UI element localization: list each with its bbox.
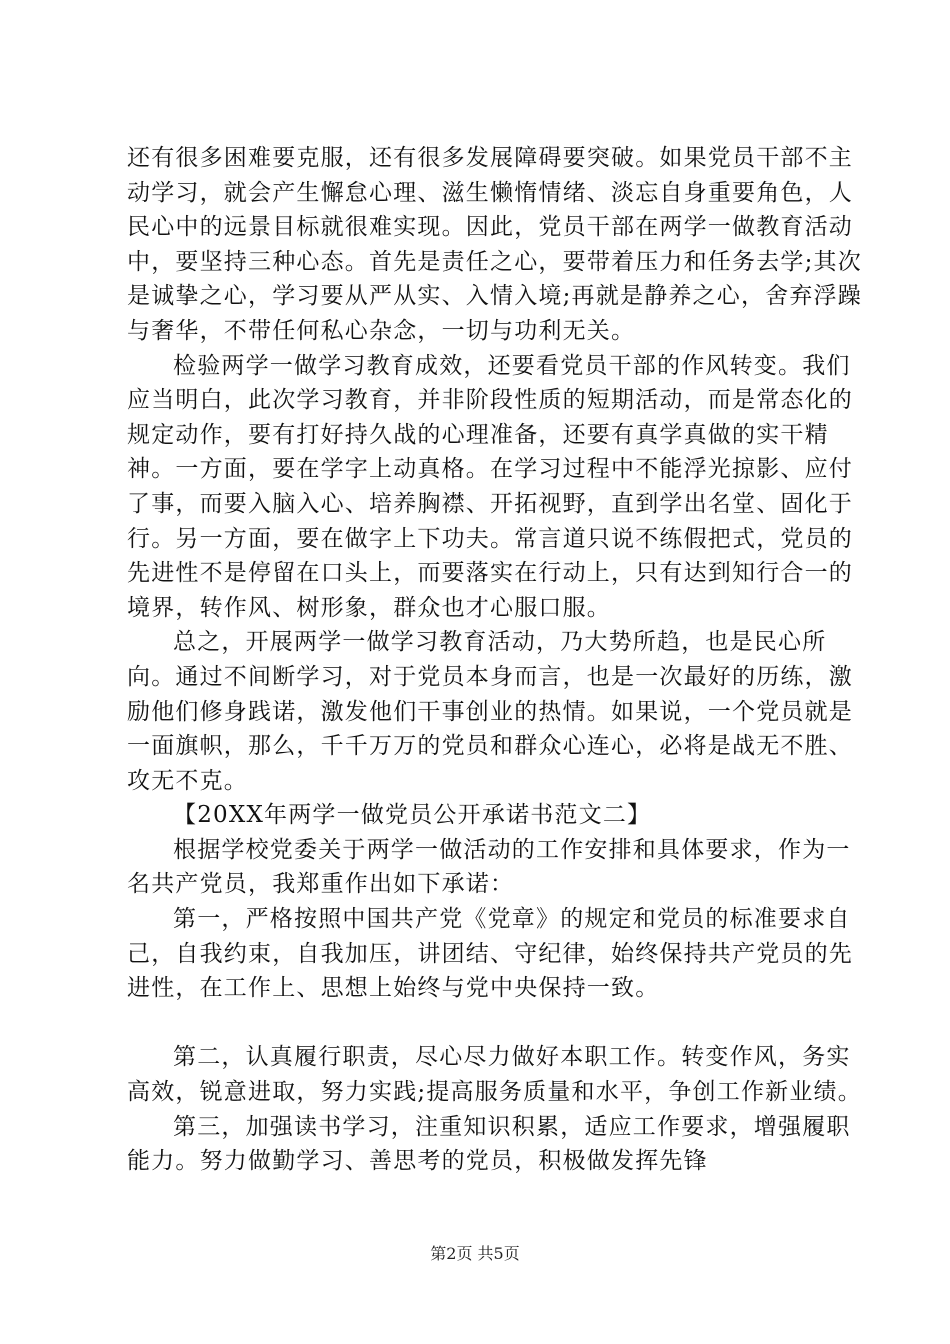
paragraph-5: 第一，严格按照中国共产党《党章》的规定和党员的标准要求自己，自我约束，自我加压，讲团结、守纪律，始终保持共产党员的先进性，在工作上、思想上始终与党中央保持一致。 bbox=[127, 906, 853, 1002]
paragraph-6: 第二，认真履行职责，尽心尽力做好本职工作。转变作风，务实高效，锐意进取，努力实践;提高服务质量和水平，争创工作新业绩。 bbox=[127, 1044, 862, 1106]
paragraph-7: 第三，加强读书学习，注重知识积累，适应工作要求，增强履职能力。努力做勤学习、善思考的党员，积极做发挥先锋 bbox=[127, 1113, 851, 1175]
paragraph-1: 还有很多困难要克服，还有很多发展障碍要突破。如果党员干部不主动学习，就会产生懈怠心理、滋生懒惰情绪、淡忘自身重要角色，人民心中的远景目标就很难实现。因此，党员干部在两学一做教育活动中，要坚持三种心态。首先是责任之心，要带着压力和任务去学;其次是诚挚之心，学习要从严从实、入情入境;再就是静养之心，舍弃浮躁与奢华，不带任何私心杂念，一切与功利无关。 bbox=[127, 145, 862, 344]
paragraph-2: 检验两学一做学习教育成效，还要看党员干部的作风转变。我们应当明白，此次学习教育，并非阶段性质的短期活动，而是常态化的规定动作，要有打好持久战的心理准备，还要有真学真做的实干精神。一方面，要在学字上动真格。在学习过程中不能浮光掠影、应付了事，而要入脑入心、培养胸襟、开拓视野，直到学出名堂、固化于行。另一方面，要在做字上下功夫。常言道只说不练假把式，党员的先进性不是停留在口头上，而要落实在行动上，只有达到知行合一的境界，转作风、树形象，群众也才心服口服。 bbox=[127, 352, 853, 621]
paragraph-4: 根据学校党委关于两学一做活动的工作安排和具体要求，作为一名共产党员，我郑重作出如下承诺： bbox=[127, 836, 851, 898]
page-footer: 第2页 共5页 bbox=[430, 1244, 520, 1263]
blank-line bbox=[127, 1006, 867, 1041]
document-body bbox=[127, 141, 867, 1179]
paragraph-3: 总之，开展两学一做学习教育活动，乃大势所趋，也是民心所向。通过不间断学习，对于党员本身而言，也是一次最好的历练，激励他们修身践诺，激发他们干事创业的热情。如果说，一个党员就是一面旗帜，那么，千千万万的党员和群众心连心，必将是战无不胜、攻无不克。 bbox=[127, 629, 853, 794]
section-heading: 【20XX年两学一做党员公开承诺书范文二】 bbox=[173, 802, 652, 829]
